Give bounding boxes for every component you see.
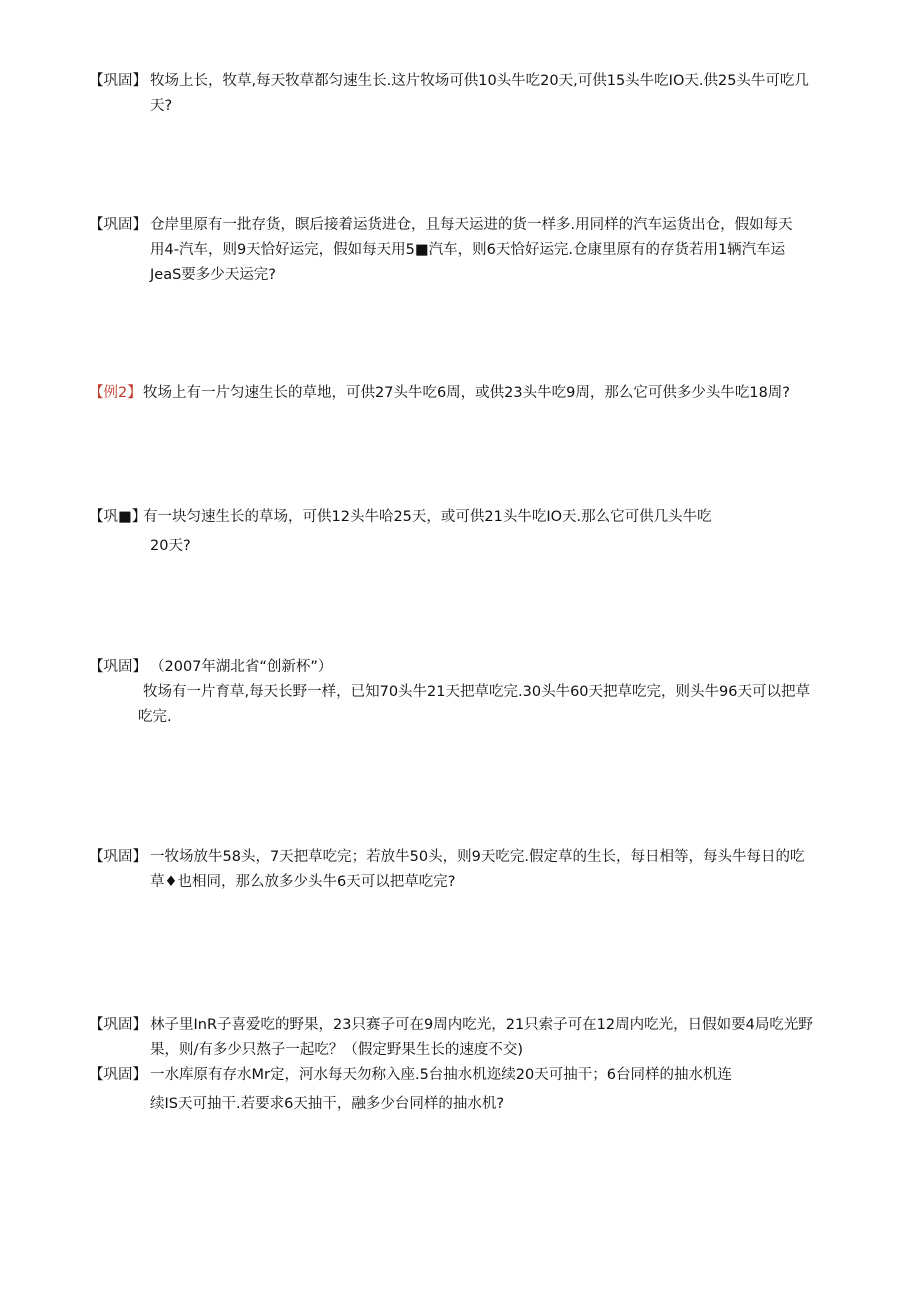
problem-5-line-3: 吃完. xyxy=(138,709,172,725)
problem-1-tag: 【巩固】 xyxy=(89,73,147,89)
problem-5-line-2: 牧场有一片育草,每天长野一样，已知70头牛21天把草吃完.30头牛60天把草吃完，则头牛96天可以把草 xyxy=(143,684,810,700)
problem-2-line-3: JeaS要多少天运完? xyxy=(150,267,276,283)
example-2-tag: 【例2】 xyxy=(89,385,142,401)
problem-6-line-2: 草♦也相同，那么放多少头牛6天可以把草吃完? xyxy=(150,874,456,890)
problem-4-line-2: 20天? xyxy=(150,538,191,554)
problem-7-tag: 【巩固】 xyxy=(89,1017,147,1033)
problem-5-tag: 【巩固】 xyxy=(89,659,147,675)
problem-7-line-1: 林子里InR子喜爱吃的野果，23只赛子可在9周内吃光，21只索子可在12周内吃光，日假如要4局吃光野 xyxy=(150,1017,813,1033)
problem-6-tag: 【巩固】 xyxy=(89,849,147,865)
problem-2-line-1: 仓岸里原有一批存货，瞑后接着运货进仓，且每天运进的货一样多.用同样的汽车运货出仓，假如每天 xyxy=(150,217,793,233)
problem-8-line-2: 续IS天可抽干.若要求6天抽干，融多少台同样的抽水机? xyxy=(150,1096,505,1112)
problem-1-line-1: 牧场上长，牧草,每天牧草都匀速生长.这片牧场可供10头牛吃20天,可供15头牛吃IO天.供25头牛可吃几 xyxy=(150,73,809,89)
problem-8-tag: 【巩固】 xyxy=(89,1067,147,1083)
problem-8-line-1: 一水库原有存水Mr定，河水每天勿称入座.5台抽水机迩续20天可抽干；6台同样的抽水机连 xyxy=(150,1067,732,1083)
problem-6-line-1: 一牧场放牛58头，7天把草吃完；若放牛50头，则9天吃完.假定草的生长，每日相等，每头牛每日的吃 xyxy=(150,849,805,865)
example-2-line-1: 牧场上有一片匀速生长的草地，可供27头牛吃6周，或供23头牛吃9周，那么它可供多少头牛吃18周? xyxy=(143,385,790,401)
problem-4-line-1: 有一块匀速生长的草场，可供12头牛哈25天，或可供21头牛吃IO天.那么它可供几头牛吃 xyxy=(143,509,712,525)
problem-4-tag: 【巩■】 xyxy=(89,509,147,525)
problem-5-line-1: （2007年湖北省“创新杯”） xyxy=(150,659,333,675)
problem-1-line-2: 天? xyxy=(150,98,173,114)
problem-2-line-2: 用4-汽车，则9天恰好运完，假如每天用5■汽车，则6天恰好运完.仓康里原有的存货若用1辆汽车运 xyxy=(150,242,786,258)
problem-2-tag: 【巩固】 xyxy=(89,217,147,233)
problem-7-line-2: 果，则/有多少只熬子一起吃？（假定野果生长的速度不交) xyxy=(150,1042,524,1058)
